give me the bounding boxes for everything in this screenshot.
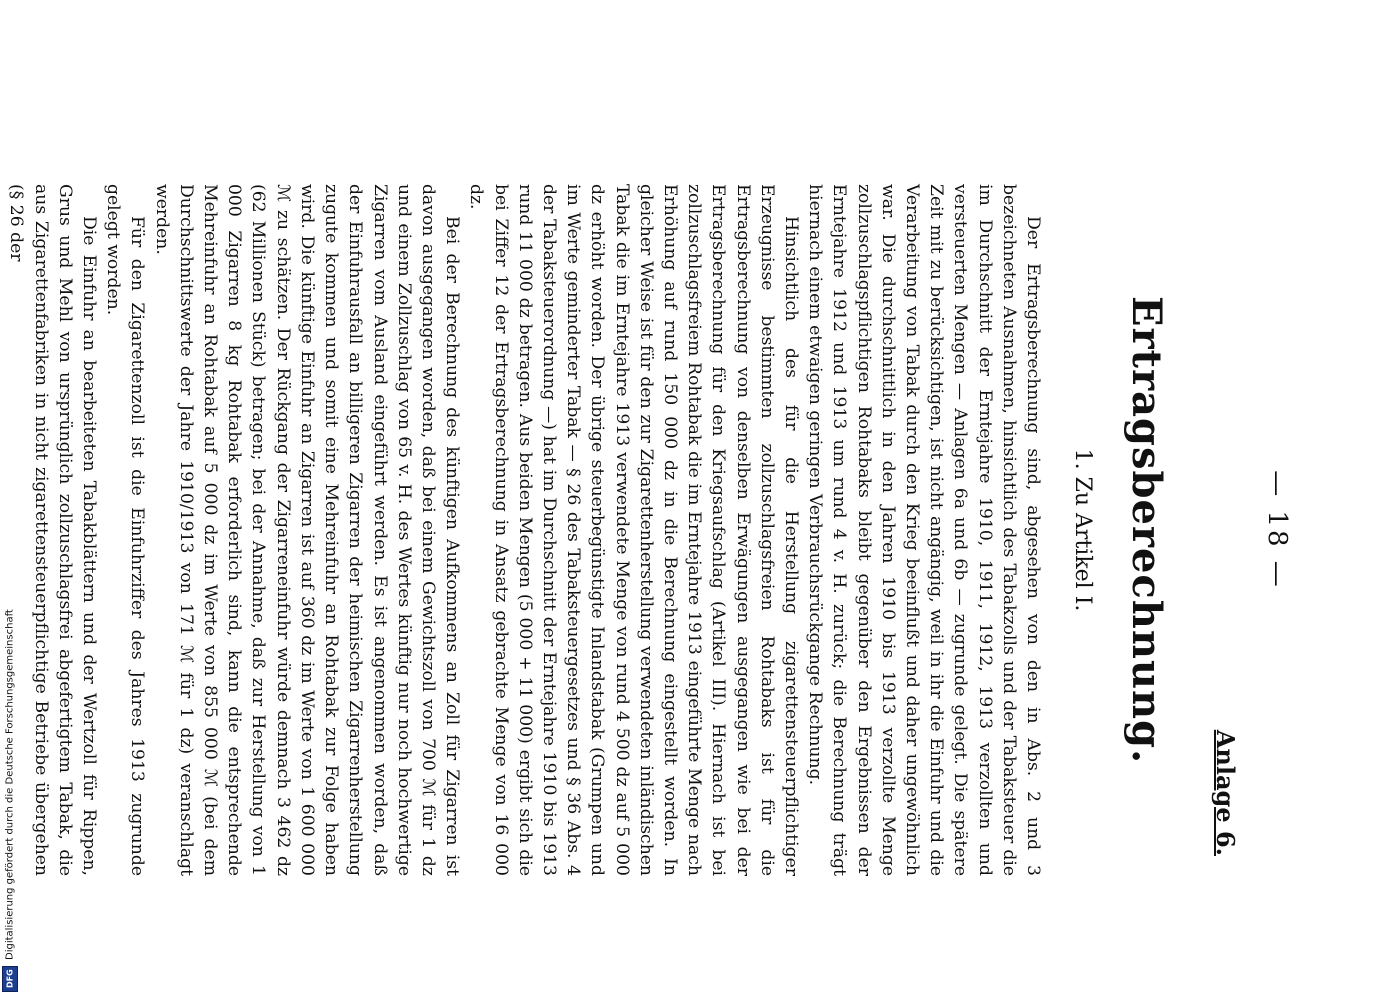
body-text bbox=[4, 184, 1045, 876]
dfg-logo-icon: DFG bbox=[2, 966, 18, 992]
appendix-label: Anlage 6. bbox=[1211, 729, 1240, 856]
page-title: Ertragsberechnung. bbox=[1123, 295, 1170, 765]
section-heading: 1. Zu Artikel I. bbox=[1070, 448, 1095, 612]
paragraph: Der Ertragsberechnung sind, abgesehen von den in Abs. 2 und 3 bezeichneten Ausnahmen, hinsichtlich des Tabakzolls und der Tabaksteuer die im Durchschnitt der Erntejahre 1910, 1911, 1912, 1913 verzollten und versteuerten Mengen — Anlagen 6a und 6b — zugrunde gelegt. Die spätere Zeit mit zu berücksichtigen, ist nicht angängig, weil in ihr die Einfuhr und die Verarbeitung von Tabak durch den Krieg beeinflußt und daher ungewöhnlich war. Die durchschnittlich in den Jahren 1910 bis 1913 verzollte Menge zollzuschlagspflichtigen Rohtabaks bleibt gegenüber den Ergebnissen der Erntejahre 1912 und 1913 um rund 4 v. H. zurück; die Berechnung trägt hiernach einem etwaigen geringen Verbrauchsrückgange Rechnung. bbox=[805, 184, 1043, 876]
page-number: — 18 — bbox=[1262, 470, 1292, 590]
paragraph: Die Einfuhr an bearbeiteten Tabakblättern und der Wertzoll für Rippen, Grus und Mehl von ursprünglich zollzuschlagsfrei abgefertigtem Tabak, die aus Zigarettenfabriken in nicht zigarettensteuerpflichtige Betriebe übergehen (§ 26 der bbox=[6, 184, 100, 876]
paragraph: Für den Zigarettenzoll ist die Einfuhrziffer des Jahres 1913 zugrunde gelegt worden. bbox=[103, 184, 148, 876]
credit-text: Digitalisierung gefördert durch die Deutsche Forschungsgemeinschaft bbox=[4, 609, 16, 960]
paragraph: Bei der Berechnung des künftigen Aufkommens an Zoll für Zigarren ist davon ausgegangen worden, daß bei einem Gewichtszoll von 700 ℳ für 1 dz und einem Zollzuschlag von 65 v. H. des Wertes künftig nur noch hochwertige Zigarren vom Ausland eingeführt werden. Es ist angenommen worden, daß der Einfuhrausfall an billigeren Zigarren der heimischen Zigarrenherstellung zugute kommen und somit eine Mehreinfuhr an Rohtabak zur Folge haben wird. Die künftige Einfuhr an Zigarren ist auf 360 dz im Werte von 1 600 000 ℳ zu schätzen. Der Rückgang der Zigarreneinfuhr würde demnach 3 462 dz (62 Millionen Stück) betragen; bei der Annahme, daß zur Herstellung von 1 000 Zigarren 8 kg Rohtabak erforderlich sind, kann die entsprechende Mehreinfuhr an Rohtabak auf 5 000 dz im Werte von 855 000 ℳ (bei dem Durchschnittswerte der Jahre 1910/1913 von 171 ℳ für 1 dz) veranschlagt werden. bbox=[151, 184, 463, 876]
paragraph: Hinsichtlich des für die Herstellung zigarettensteuerpflichtiger Erzeugnisse bestimmten zollzuschlagsfreien Rohtabaks ist für die Ertragsberechnung von denselben Erwägungen ausgegangen wie bei der Ertragsberechnung für den Kriegsaufschlag (Artikel III). Hiernach ist bei zollzuschlagsfreiem Rohtabak die im Erntejahre 1913 eingeführte Menge nach Erhöhung auf rund 150 000 dz in die Berechnung eingestellt worden. In gleicher Weise ist für den zur Zigarettenherstellung verwendeten inländischen Tabak die im Erntejahre 1913 verwendete Menge von rund 4 500 dz auf 5 000 dz erhöht worden. Der übrige steuerbegünstigte Inlandstabak (Grumpen und im Werte geminderter Tabak — § 26 des Tabaksteuergesetzes und § 36 Abs. 4 der Tabaksteuerordnung —) hat im Durchschnitt der Erntejahre 1910 bis 1913 rund 11 000 dz betragen. Aus beiden Mengen (5 000 + 11 000) ergibt sich die bei Ziffer 12 der Ertragsberechnung in Ansatz gebrachte Menge von 16 000 dz. bbox=[466, 184, 801, 876]
